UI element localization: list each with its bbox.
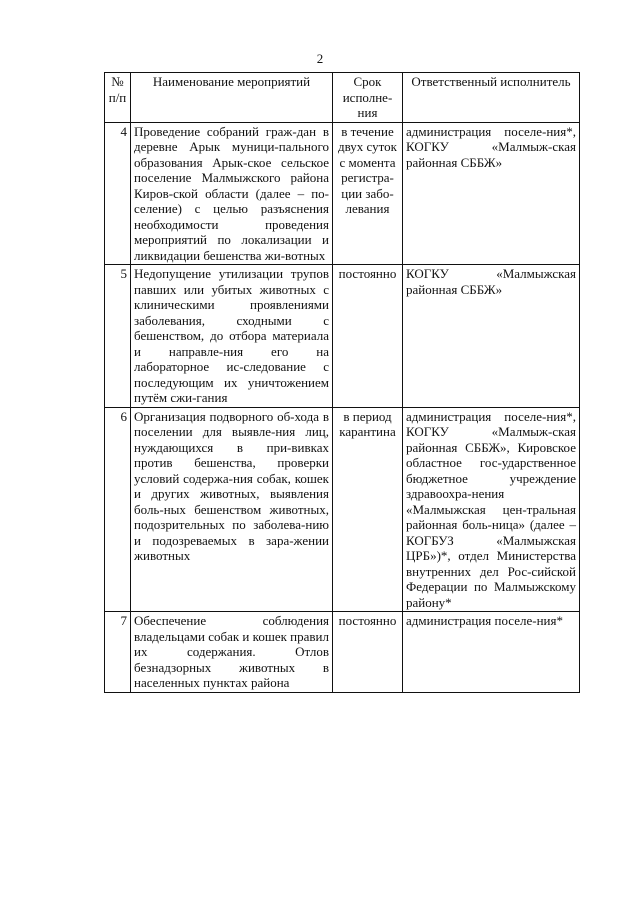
table-row [105,407,580,612]
row-number: 5 [105,265,131,408]
measure-responsible: администрация поселе-ния* [403,612,580,693]
measure-term: в течение двух суток с момента регистра-ции забо-левания [333,122,403,265]
measure-name: Проведение собраний граж-дан в деревне Арык муници-пального образования Арык-ское сельское поселение Малмыжского района Киров-ской области (далее – по-селение) с целью разъяснения необходимости проведения мероприятий по локализации и ликвидации бешенства жи-вотных [131,122,333,265]
table-header-row [105,73,580,123]
row-number: 6 [105,407,131,612]
measure-responsible: администрация поселе-ния*, КОГКУ «Малмыж-ская районная СББЖ», Кировское областное гос-ударственное бюджетное учреждение здравоохра-нения «Малмыжская цен-тральная районная боль-ница» (далее – КОГБУЗ «Малмыжская ЦРБ»)*, отдел Министерства внутренних дел Рос-сийской Федерации по Малмыжскому району* [403,407,580,612]
measures-table [104,72,580,693]
measure-name: Недопущение утилизации трупов павших или убитых животных с клиническими проявлениями заболевания, сходными с бешенством, до отбора материала и направле-ния его на лабораторное ис-следование с последующим их уничтожением путём сжи-гания [131,265,333,408]
header-term: Срок исполне-ния [333,73,403,123]
table-row [105,612,580,693]
measure-responsible: администрация поселе-ния*, КОГКУ «Малмыж-ская районная СББЖ» [403,122,580,265]
row-number: 4 [105,122,131,265]
measure-term: постоянно [333,265,403,408]
header-responsible: Ответственный исполнитель [403,73,580,123]
page-number: 2 [316,51,324,66]
measure-name: Организация подворного об-хода в поселении для выявле-ния лиц, нуждающихся в при-вивках против бешенства, проверки условий содержа-ния собак, кошек и других животных, выявления боль-ных бешенством животных, подозрительных по заболева-нию и подозреваемых в зара-жении животных [131,407,333,612]
measure-term: в период карантина [333,407,403,612]
table-row [105,265,580,408]
measure-name: Обеспечение соблюдения владельцами собак и кошек правил их содержания. Отлов безнадзорных животных в населенных пунктах района [131,612,333,693]
row-number: 7 [105,612,131,693]
measure-responsible: КОГКУ «Малмыжская районная СББЖ» [403,265,580,408]
header-name: Наименование мероприятий [131,73,333,123]
table-row [105,122,580,265]
measure-term: постоянно [333,612,403,693]
header-num: № п/п [105,73,131,123]
